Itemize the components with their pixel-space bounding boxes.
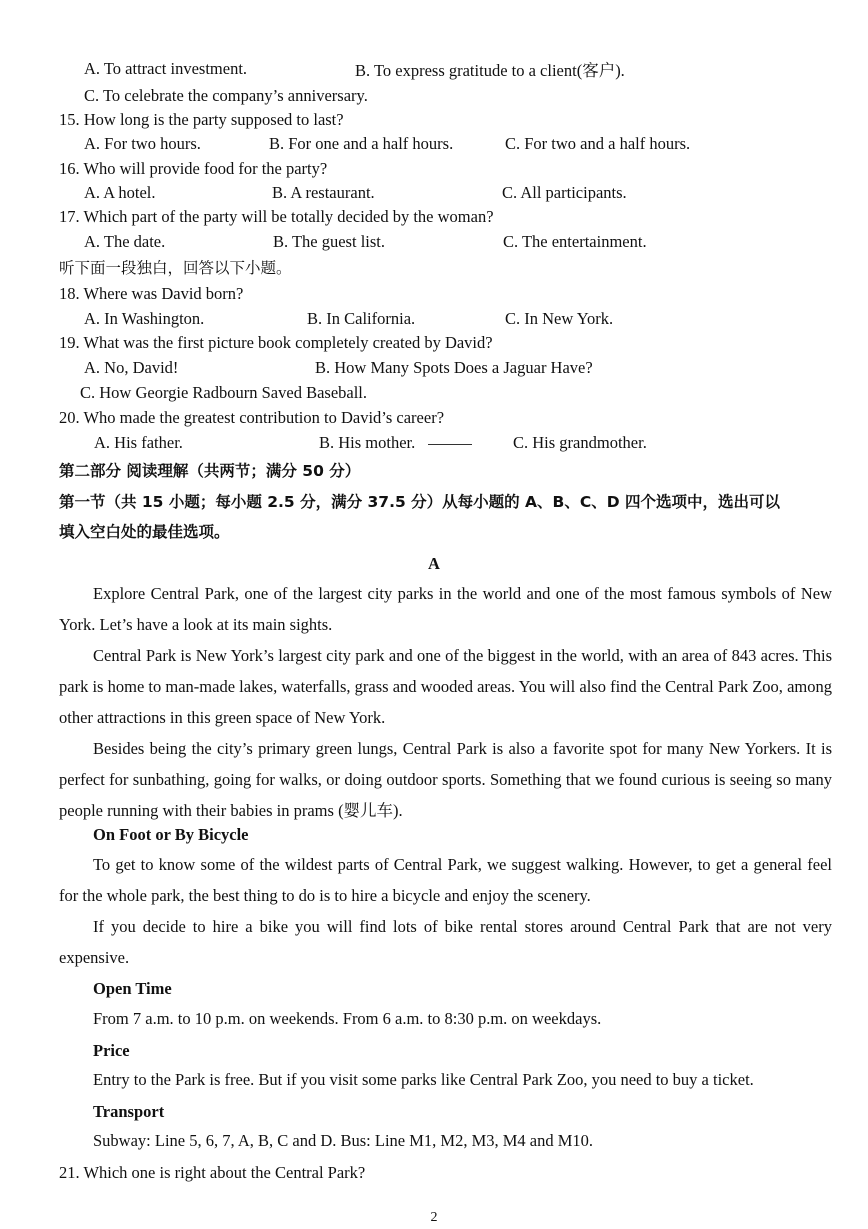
q15-option-a: A. For two hours. xyxy=(84,134,201,153)
heading-on-foot: On Foot or By Bicycle xyxy=(93,825,249,844)
paragraph-3: Besides being the city’s primary green lungs, Central Park is also a favorite spot for many New Yorkers. It is perfect for sunbathing, going for walks, or doing outdoor sports. Something that we found curious is seeing so many people running with their babies in prams (婴儿车). xyxy=(59,739,832,820)
q18-question: 18. Where was David born? xyxy=(59,284,244,303)
q18-option-c: C. In New York. xyxy=(505,309,614,328)
q20-option-c: C. His grandmother. xyxy=(513,433,647,452)
q21-question: 21. Which one is right about the Central Park? xyxy=(59,1163,366,1182)
section-one-instruction-line2: 填入空白处的最佳选项。 xyxy=(59,523,230,541)
foot-paragraph-2: If you decide to hire a bike you will find lots of bike rental stores around Central Park that are not very expensive. xyxy=(59,917,832,967)
q15-question: 15. How long is the party supposed to last? xyxy=(59,110,344,129)
heading-open-time: Open Time xyxy=(93,979,172,998)
q16-option-a: A. A hotel. xyxy=(84,183,156,202)
foot-paragraphs xyxy=(59,849,832,973)
passage-intro-paragraphs xyxy=(59,578,832,826)
q14-option-b: B. To express gratitude to a client(客户). xyxy=(355,61,625,80)
q15-option-c: C. For two and a half hours. xyxy=(505,134,691,153)
q20-option-b: B. His mother. xyxy=(319,433,416,452)
section-one-instruction-line1: 第一节（共 15 小题；每小题 2.5 分，满分 37.5 分）从每小题的 A、B、C、D 四个选项中，选出可以 xyxy=(59,493,780,511)
q14-option-a: A. To attract investment. xyxy=(84,59,248,78)
paragraph-2: Central Park is New York’s largest city park and one of the biggest in the world, with an area of 843 acres. This park is home to man-made lakes, waterfalls, grass and wooded areas. You will also find the Central Park Zoo, among other attractions in this green space of New York. xyxy=(59,646,832,727)
part-two-title: 第二部分 阅读理解（共两节；满分 50 分） xyxy=(59,462,361,480)
q15-option-b: B. For one and a half hours. xyxy=(269,134,454,153)
q20-option-a: A. His father. xyxy=(94,433,183,452)
monologue-instruction: 听下面一段独白，回答以下小题。 xyxy=(59,259,292,277)
price-text: Entry to the Park is free. But if you visit some parks like Central Park Zoo, you need to buy a ticket. xyxy=(93,1070,754,1089)
foot-paragraph-1: To get to know some of the wildest parts of Central Park, we suggest walking. However, to get a general feel for the whole park, the best thing to do is to hire a bicycle and enjoy the scenery. xyxy=(59,855,832,905)
transport-text: Subway: Line 5, 6, 7, A, B, C and D. Bus: Line M1, M2, M3, M4 and M10. xyxy=(93,1131,594,1150)
q16-option-c: C. All participants. xyxy=(502,183,627,202)
q17-question: 17. Which part of the party will be totally decided by the woman? xyxy=(59,207,494,226)
page-number: 2 xyxy=(430,1210,438,1225)
q17-option-c: C. The entertainment. xyxy=(503,232,647,251)
q19-option-b: B. How Many Spots Does a Jaguar Have? xyxy=(315,358,593,377)
q18-option-b: B. In California. xyxy=(307,309,416,328)
q19-option-a: A. No, David! xyxy=(84,358,179,377)
q17-option-b: B. The guest list. xyxy=(273,232,385,251)
q16-question: 16. Who will provide food for the party? xyxy=(59,159,328,178)
handwritten-dash xyxy=(428,444,472,445)
q20-question: 20. Who made the greatest contribution to David’s career? xyxy=(59,408,445,427)
paragraph-1: Explore Central Park, one of the largest city parks in the world and one of the most famous symbols of New York. Let’s have a look at its main sights. xyxy=(59,584,832,634)
q17-option-a: A. The date. xyxy=(84,232,166,251)
q18-option-a: A. In Washington. xyxy=(84,309,205,328)
q16-option-b: B. A restaurant. xyxy=(272,183,375,202)
heading-price: Price xyxy=(93,1041,130,1060)
passage-label: A xyxy=(428,554,440,573)
open-time-text: From 7 a.m. to 10 p.m. on weekends. From 6 a.m. to 8:30 p.m. on weekdays. xyxy=(93,1009,602,1028)
q19-option-c: C. How Georgie Radbourn Saved Baseball. xyxy=(80,383,368,402)
q19-question: 19. What was the first picture book completely created by David? xyxy=(59,333,493,352)
heading-transport: Transport xyxy=(93,1102,165,1121)
q14-option-c: C. To celebrate the company’s anniversary. xyxy=(84,86,368,105)
